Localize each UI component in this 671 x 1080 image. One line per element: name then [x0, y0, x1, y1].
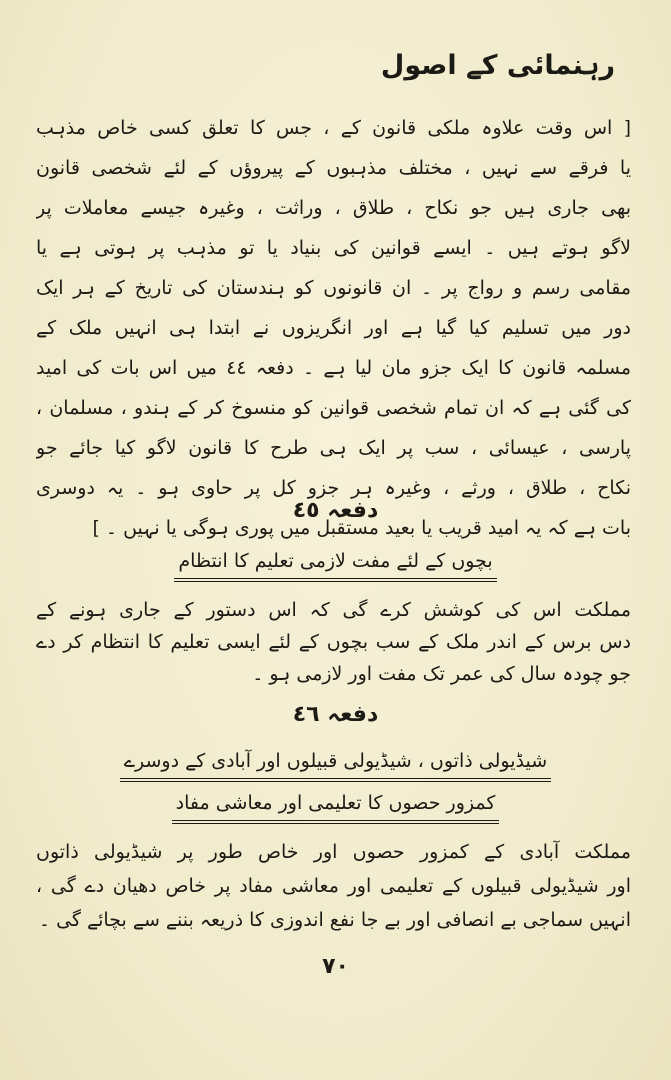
text-line: لاگو ہوتے ہیں ۔ ایسے قوانین کی بنیاد یا تو مذہب پر ہوتی ہے یا — [36, 237, 631, 259]
text-line: دس برس کے اندر ملک کے سب بچوں کے لئے ایسی تعلیم کا انتظام کر دے — [36, 631, 631, 653]
section-46-body — [36, 832, 631, 942]
text-line: پارسی ، عیسائی ، سب پر ایک ہی طرح کا قانون لاگو کیا جائے جو — [36, 437, 631, 459]
text-line: کی گئی ہے کہ ان تمام شخصی قوانین کو منسوخ کر کے ہندو ، مسلمان ، — [36, 397, 631, 419]
text-line: [ اس وقت علاوہ ملکی قانون کے ، جس کا تعلق کسی خاص مذہب — [36, 117, 631, 139]
section-45-heading-text: بچوں کے لئے مفت لازمی تعلیم کا انتظام — [174, 546, 496, 582]
section-46-heading-line1 — [0, 746, 671, 782]
section-45-heading — [0, 546, 671, 582]
text-line: مملکت آبادی کے کمزور حصوں اور خاص طور پر شیڈیولی ذاتوں — [36, 841, 631, 863]
text-line: جو چودہ سال کی عمر تک مفت اور لازمی ہو ۔ — [252, 663, 631, 685]
text-line: بھی جاری ہیں جو نکاح ، طلاق ، وراثت ، وغیرہ جیسے معاملات پر — [36, 197, 631, 219]
text-line: بات ہے کہ یہ امید قریب یا بعید مستقبل میں پوری ہوگی یا نہیں ۔ ] — [92, 517, 631, 539]
text-line: مسلمہ قانون کا ایک جزو مان لیا ہے ۔ دفعہ ٤٤ میں اس بات کی امید — [36, 357, 631, 379]
running-header: رہنمائی کے اصول — [380, 50, 615, 81]
text-line: مقامی رسم و رواج پر ۔ ان قانونوں کو ہندستان کی تاریخ کے ہر ایک — [36, 277, 631, 299]
section-45-body — [36, 590, 631, 710]
text-line: دور میں تسلیم کیا گیا ہے اور انگریزوں نے ابتدا ہی انہیں ملک کے — [36, 317, 631, 339]
text-line: اور شیڈیولی قبیلوں کے تعلیمی اور معاشی مفاد پر خاص دھیان دے گی ، — [36, 875, 631, 897]
text-line: نکاح ، طلاق ، ورثے ، وغیرہ ہر جزو کل پر حاوی ہو ۔ یہ دوسری — [36, 477, 631, 499]
section-46-heading-text-1: شیڈیولی ذاتوں ، شیڈیولی قبیلوں اور آبادی کے دوسرے — [120, 746, 551, 782]
note-paragraph — [36, 108, 631, 548]
section-46-heading-text-2: کمزور حصوں کا تعلیمی اور معاشی مفاد — [172, 788, 500, 824]
page-number: ٧٠ — [322, 954, 349, 979]
section-45-number: دفعہ ٤٥ — [292, 498, 379, 523]
section-46-number: دفعہ ٤٦ — [292, 702, 379, 727]
text-line: انہیں سماجی بے انصافی اور بے جا نفع اندوزی کا ذریعہ بننے سے بچائے گی ۔ — [38, 909, 631, 931]
text-line: یا فرقے سے نہیں ، مختلف مذہبوں کے پیروؤں کے لئے شخصی قانون — [36, 157, 631, 179]
text-line: مملکت اس کی کوشش کرے گی کہ اس دستور کے جاری ہونے کے — [36, 599, 631, 621]
section-46-heading-line2 — [0, 788, 671, 824]
